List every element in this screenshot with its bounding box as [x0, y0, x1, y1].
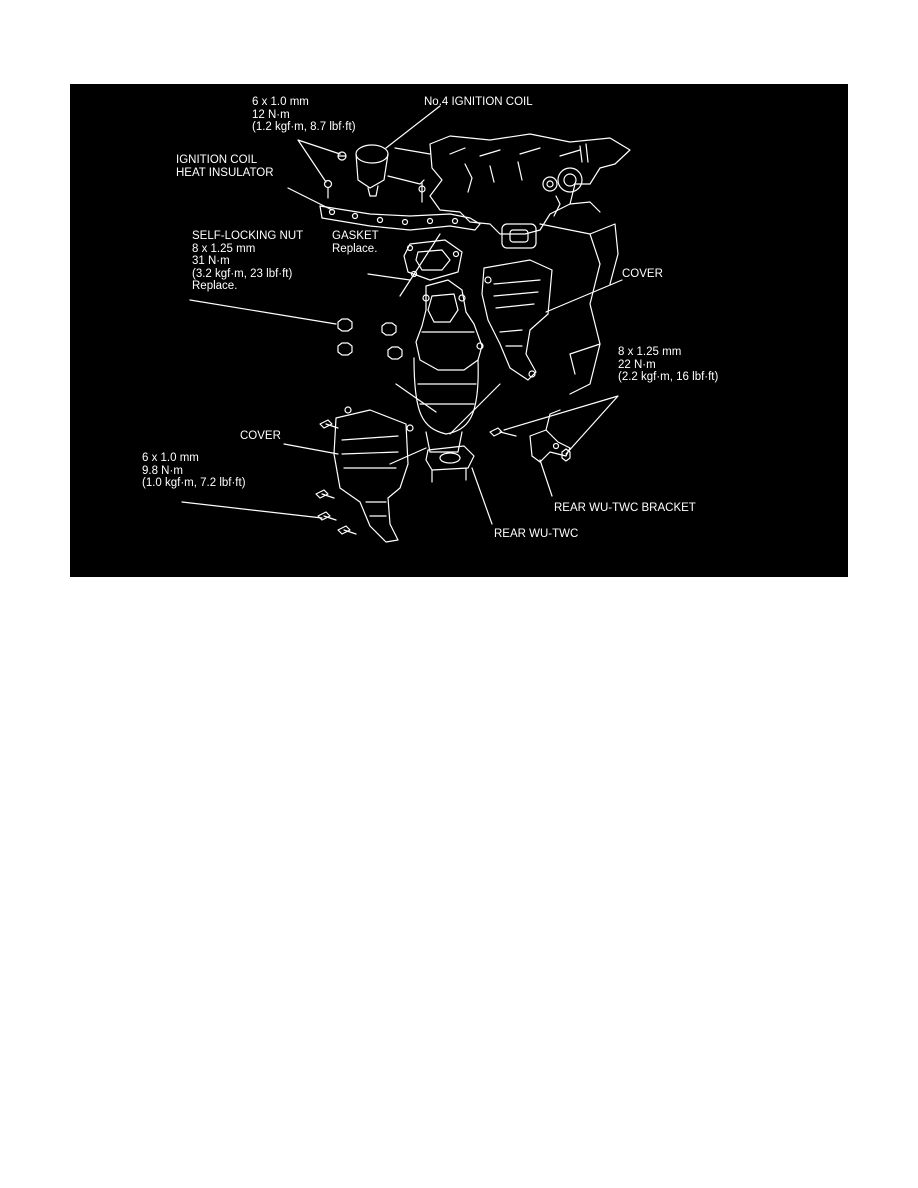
bracket-bolt-size: 8 x 1.25 mm: [618, 346, 682, 358]
nut-note: Replace.: [192, 280, 238, 292]
gasket-label: [332, 230, 379, 255]
rear-bracket-label: [554, 502, 696, 515]
nut-name: SELF-LOCKING NUT: [192, 230, 304, 242]
self-locking-nut-label: [192, 230, 303, 293]
upper-cover-label: [622, 268, 663, 281]
heat-insulator-line2: HEAT INSULATOR: [176, 166, 274, 179]
nut-torque-alt: (3.2 kgf·m, 23 lbf·ft): [192, 267, 293, 280]
lower-cover-label: [240, 430, 281, 443]
heat-insulator-label: [176, 154, 274, 179]
gasket-note: Replace.: [332, 242, 378, 255]
bracket-bolt-torque: 22 N·m: [618, 358, 656, 371]
bracket-bolt-torque-alt: (2.2 kgf·m, 16 lbf·ft): [618, 371, 719, 383]
coil-bolt-torque-alt: (1.2 kgf·m, 8.7 lbf·ft): [252, 121, 356, 133]
coil-bolt-torque: 12 N·m: [252, 108, 290, 121]
ignition-coil-text: No.4 IGNITION COIL: [424, 96, 533, 108]
cover-bolt-spec: [142, 452, 246, 490]
heat-insulator-line1: IGNITION COIL: [176, 154, 258, 166]
lower-cover-shape: [334, 407, 413, 542]
nut-size: 8 x 1.25 mm: [192, 242, 256, 255]
cover-bolt-torque: 9.8 N·m: [142, 464, 183, 477]
heat-insulator: [320, 206, 480, 230]
upper-cover-text: COVER: [622, 268, 663, 280]
cover-bolt-torque-alt: (1.0 kgf·m, 7.2 lbf·ft): [142, 477, 246, 489]
gasket: [404, 240, 462, 280]
lower-cover-text: COVER: [240, 430, 281, 442]
bracket-bolt-spec: [618, 346, 718, 384]
nut-torque: 31 N·m: [192, 255, 230, 267]
exhaust-diagram: [70, 84, 848, 577]
rear-bracket-shape: [530, 410, 570, 462]
gasket-name: GASKET: [332, 230, 379, 242]
catalytic-converter: [414, 280, 483, 452]
rear-twc-label: [494, 528, 578, 541]
coil-bolt-size: 6 x 1.0 mm: [252, 96, 309, 108]
rear-bracket-text: REAR WU-TWC BRACKET: [554, 502, 696, 514]
upper-cover-shape: [482, 260, 552, 380]
ignition-coil-label: [424, 96, 533, 109]
rear-twc-text: REAR WU-TWC: [494, 528, 579, 540]
coil-bolt-spec: [252, 96, 356, 134]
fasteners: [316, 319, 570, 534]
cover-bolt-size: 6 x 1.0 mm: [142, 452, 199, 464]
